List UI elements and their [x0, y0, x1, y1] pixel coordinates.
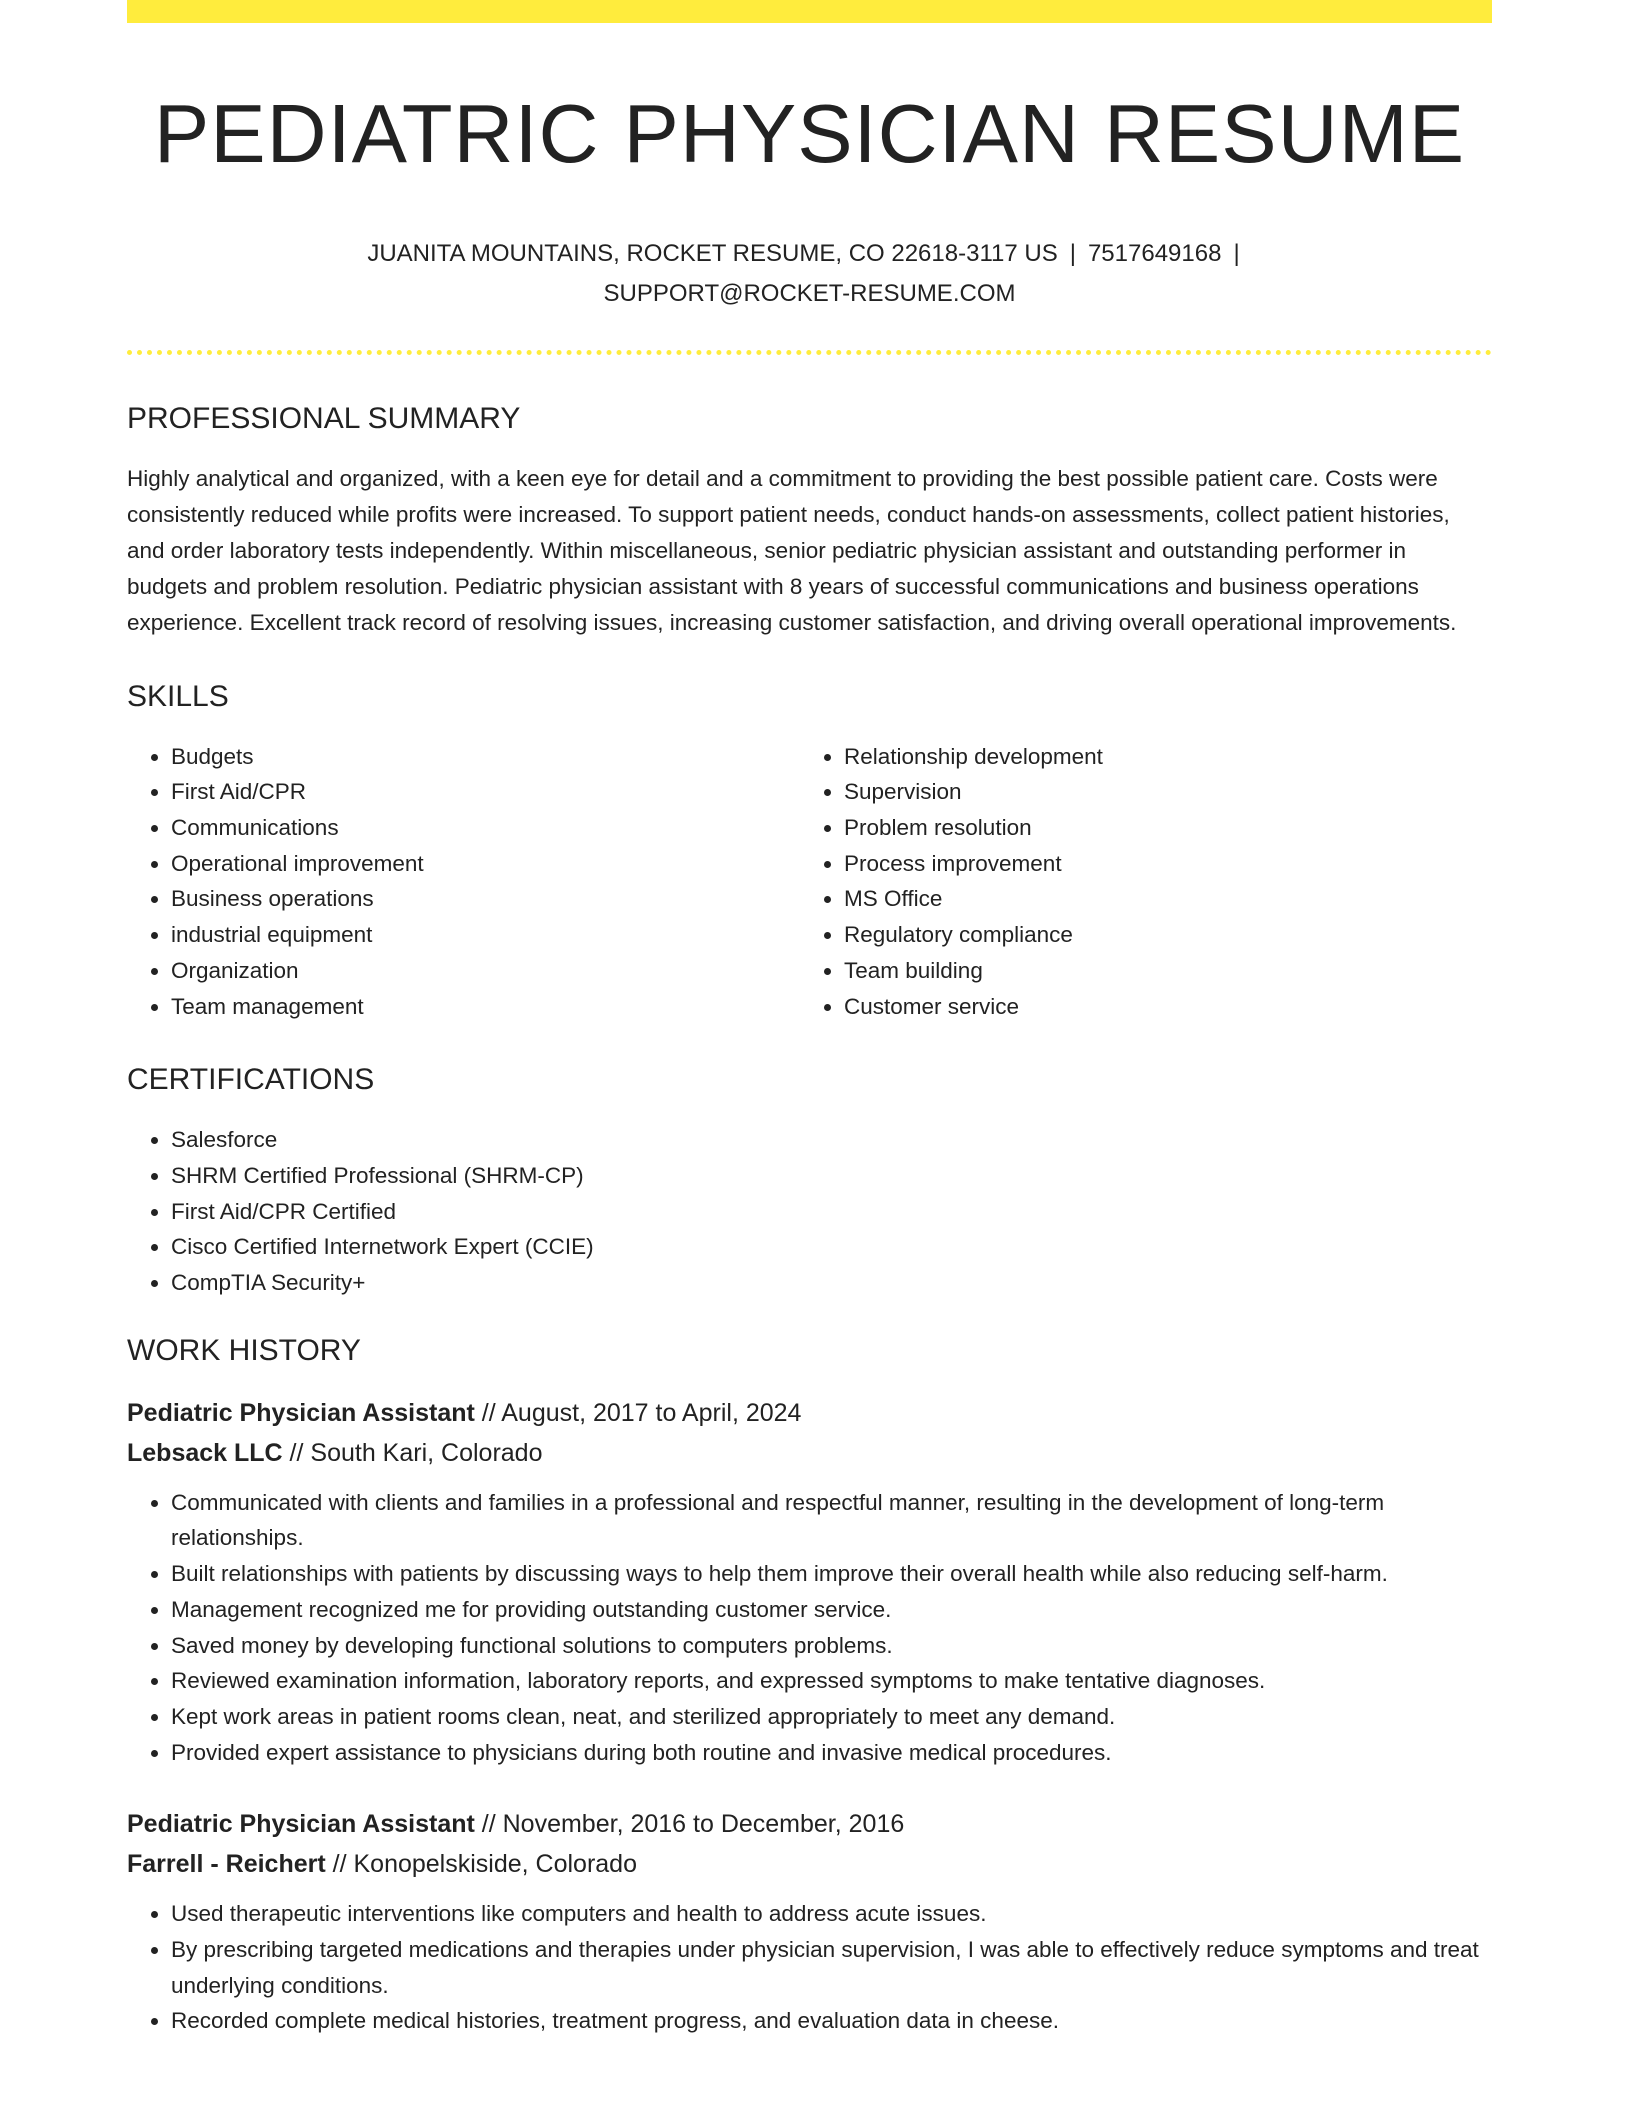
- job-bullet: • Used therapeutic interventions like computers and health to address acute issues.: [171, 1896, 1492, 1932]
- contact-line-1: [127, 234, 1492, 274]
- skill-item: • Communications: [171, 810, 800, 846]
- skill-item: • Customer service: [844, 989, 1473, 1025]
- job-bullet: • Saved money by developing functional solutions to computers problems.: [171, 1628, 1492, 1664]
- job-location: Konopelskiside, Colorado: [353, 1850, 637, 1879]
- job-company-line: [127, 1844, 1492, 1884]
- contact-separator: |: [1233, 239, 1240, 267]
- job-dates: November, 2016 to December, 2016: [502, 1810, 905, 1839]
- skill-item: • MS Office: [844, 881, 1473, 917]
- skill-item: • Team building: [844, 953, 1473, 989]
- contact-separator: |: [1069, 239, 1076, 267]
- skills-list-right: [800, 739, 1473, 1025]
- job-bullets: [127, 1485, 1492, 1771]
- resume-title: PEDIATRIC PHYSICIAN RESUME: [153, 87, 1466, 180]
- job-title: Pediatric Physician Assistant: [127, 1398, 475, 1427]
- job-bullet: • Kept work areas in patient rooms clean, neat, and sterilized appropriately to meet any demand.: [171, 1699, 1492, 1735]
- certifications-list: [127, 1122, 1492, 1301]
- skill-item: • Business operations: [171, 881, 800, 917]
- resume-page: [127, 0, 1492, 2039]
- summary-text: Highly analytical and organized, with a keen eye for detail and a commitment to providing the best possible patient care. Costs were consistently reduced while profits were increased. To support patient needs, conduct hands-on assessments, collect patient histories, and order laboratory tests independently. Within miscellaneous, senior pediatric physician assistant and outstanding performer in budgets and problem resolution. Pediatric physician assistant with 8 years of successful communications and business operations experience. Excellent track record of resolving issues, increasing customer satisfaction, and driving overall operational improvements.: [127, 465, 1457, 635]
- skills-heading: SKILLS: [127, 679, 229, 713]
- contact-email[interactable]: SUPPORT@ROCKET-RESUME.COM: [603, 279, 1016, 307]
- job-location: South Kari, Colorado: [310, 1438, 543, 1467]
- job-bullet: • Recorded complete medical histories, treatment progress, and evaluation data in cheese.: [171, 2003, 1492, 2039]
- job-bullets: [127, 1896, 1492, 2039]
- certification-item: • SHRM Certified Professional (SHRM-CP): [171, 1158, 1492, 1194]
- job-company: Lebsack LLC: [127, 1438, 283, 1467]
- work-history-heading: WORK HISTORY: [127, 1333, 361, 1367]
- skill-item: • Regulatory compliance: [844, 917, 1473, 953]
- job-title: Pediatric Physician Assistant: [127, 1810, 475, 1839]
- job-entry: [127, 1804, 1492, 2039]
- certification-item: • Cisco Certified Internetwork Expert (CCIE): [171, 1229, 1492, 1265]
- job-bullet: • Provided expert assistance to physicians during both routine and invasive medical procedures.: [171, 1735, 1492, 1771]
- job-title-line: [127, 1804, 1492, 1844]
- certification-item: • Salesforce: [171, 1122, 1492, 1158]
- skill-item: • industrial equipment: [171, 917, 800, 953]
- job-company-line: [127, 1433, 1492, 1473]
- job-title-line: [127, 1393, 1492, 1433]
- certification-item: • First Aid/CPR Certified: [171, 1194, 1492, 1230]
- skill-item: • First Aid/CPR: [171, 774, 800, 810]
- skill-item: • Budgets: [171, 739, 800, 775]
- certifications-heading: CERTIFICATIONS: [127, 1063, 375, 1097]
- job-separator: //: [474, 1398, 502, 1427]
- skill-item: • Problem resolution: [844, 810, 1473, 846]
- job-entry: [127, 1393, 1492, 1771]
- contact-address: JUANITA MOUNTAINS, ROCKET RESUME, CO 22618-3117 US: [367, 239, 1058, 267]
- contact-info: [127, 234, 1492, 314]
- skill-item: • Process improvement: [844, 846, 1473, 882]
- certification-item: • CompTIA Security+: [171, 1265, 1492, 1301]
- skill-item: • Operational improvement: [171, 846, 800, 882]
- skills-grid: [127, 739, 1492, 1025]
- skill-item: • Organization: [171, 953, 800, 989]
- skills-list-left: [127, 739, 800, 1025]
- header-divider: [127, 350, 1492, 355]
- job-bullet: • By prescribing targeted medications and therapies under physician supervision, I was able to effectively reduce symptoms and treat underlying conditions.: [171, 1932, 1492, 2003]
- job-separator: //: [325, 1850, 354, 1879]
- job-separator: //: [282, 1438, 311, 1467]
- job-dates: August, 2017 to April, 2024: [501, 1398, 802, 1427]
- top-accent-bar: [127, 0, 1492, 23]
- job-bullet: • Reviewed examination information, laboratory reports, and expressed symptoms to make tentative diagnoses.: [171, 1663, 1492, 1699]
- skill-item: • Team management: [171, 989, 800, 1025]
- job-bullet: • Built relationships with patients by discussing ways to help them improve their overall health while also reducing self-harm.: [171, 1556, 1492, 1592]
- skills-column-left: [127, 739, 800, 1025]
- job-company: Farrell - Reichert: [127, 1850, 326, 1879]
- summary-heading: PROFESSIONAL SUMMARY: [127, 401, 521, 435]
- skill-item: • Relationship development: [844, 739, 1473, 775]
- contact-phone: 7517649168: [1087, 239, 1222, 267]
- skills-column-right: [800, 739, 1473, 1025]
- skill-item: • Supervision: [844, 774, 1473, 810]
- job-separator: //: [474, 1810, 503, 1839]
- job-bullet: • Communicated with clients and families in a professional and respectful manner, resulting in the development of long-term relationships.: [171, 1485, 1492, 1556]
- contact-line-2: [127, 274, 1492, 314]
- job-bullet: • Management recognized me for providing outstanding customer service.: [171, 1592, 1492, 1628]
